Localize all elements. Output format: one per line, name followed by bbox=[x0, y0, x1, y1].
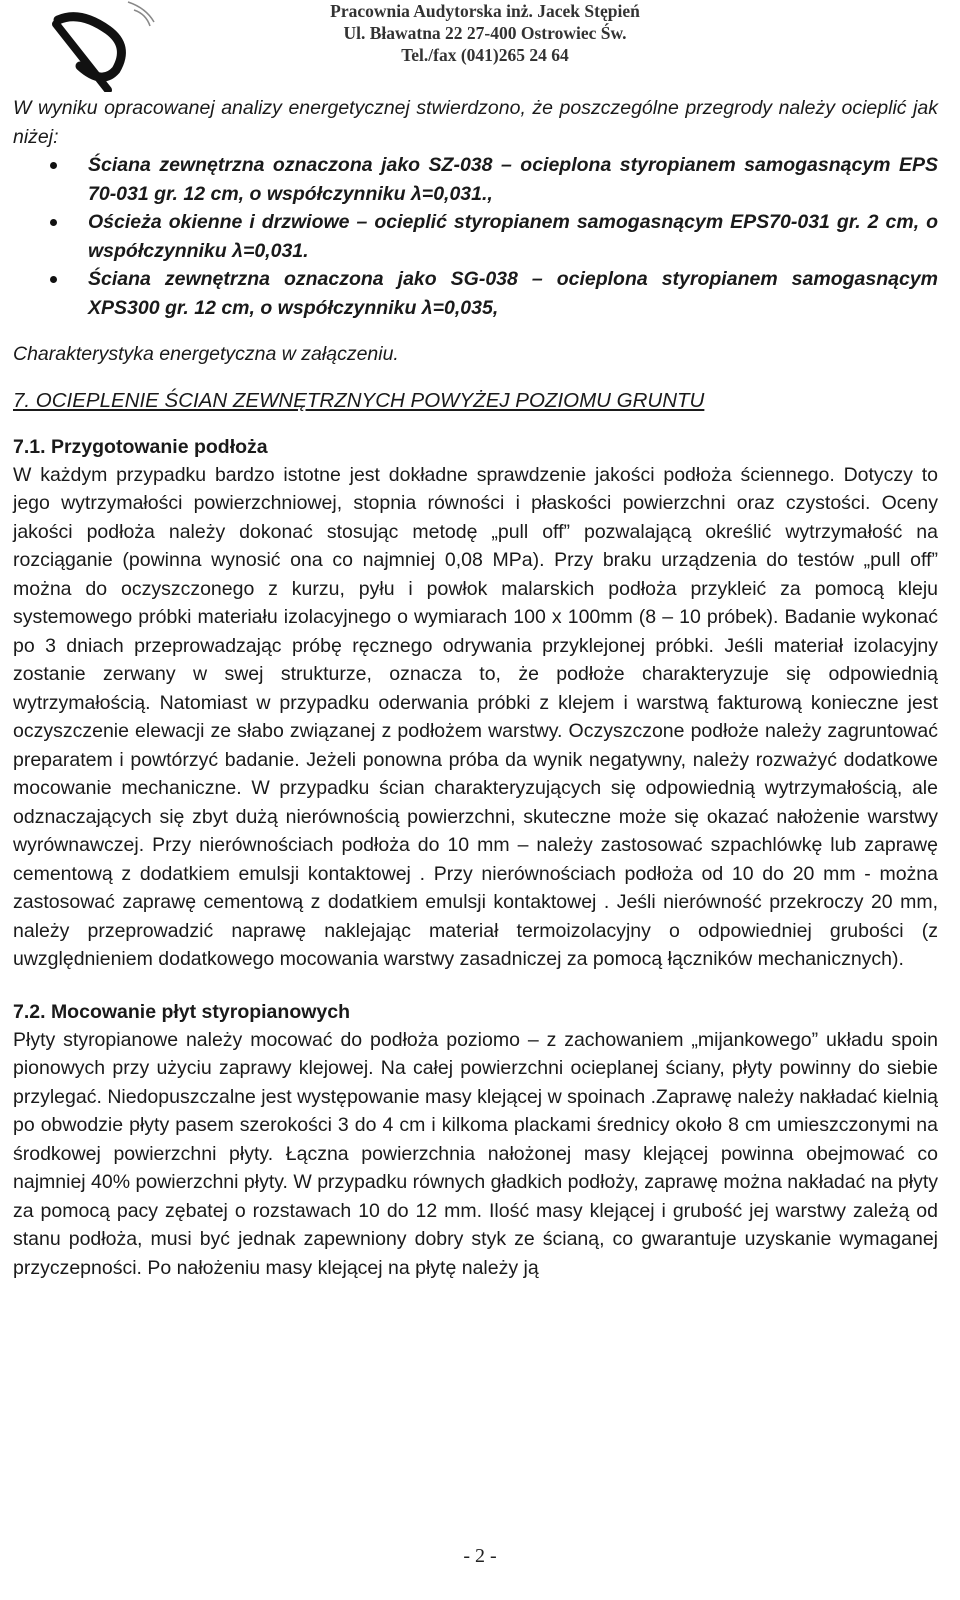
document-body bbox=[13, 94, 938, 1282]
section-body: W każdym przypadku bardzo istotne jest dokładne sprawdzenie jakości podłoża ściennego. Dotyczy to jego wytrzymałości powierzchniowej, stopnia równości i płaskości powierzchni oraz czystości. Oceny jakości podłoża należy dokonać stosując metodę „pull off” pozwalającą określić wytrzymałość na rozciąganie (powinna wynosić ona co najmniej 0,08 MPa). Przy braku urządzenia do testów „pull off” można do oczyszczonego z kurzu, pyłu i powłok malarskich podłoża przykleić za pomocą kleju systemowego próbki materiału izolacyjnego o wymiarach 100 x 100mm (8 – 10 próbek). Badanie wykonać po 3 dniach przeprowadzając próbę ręcznego odrywania przyklejonej próbki. Jeśli materiał izolacyjny zostanie zerwany w swej strukturze, oznacza to, że podłoże charakteryzuje się odpowiednią wytrzymałością. Natomiast w przypadku oderwania próbki z klejem i warstwą fakturową konieczne jest oczyszczenie elewacji ze słabo związanej z podłożem warstwy. Oczyszczone podłoże należy zagruntować preparatem i powtórzyć badanie. Jeżeli ponowna próba da wynik negatywny, należy rozważyć dodatkowe mocowanie mechaniczne. W przypadku ścian charakteryzujących się odpowiednią wytrzymałością, ale odznaczających się zbyt dużą nierównością powierzchni, skuteczne może się okazać nałożenie warstwy wyrównawczej. Przy nierównościach podłoża do 10 mm – należy zastosować szpachlówkę lub zaprawę cementową z dodatkiem emulsji kontaktowej . Przy nierównościach podłoża od 10 do 20 mm - można zastosować zaprawę cementową z dodatkiem emulsji kontaktowej . Jeśli nierówność przekroczy 20 mm, należy przeprowadzić naprawę naklejając materiał termoizolacyjny o odpowiedniej grubości (z uwzględnieniem dodatkowego mocowania warstwy zasadniczej za pomocą łączników mechanicznych). bbox=[13, 463, 938, 970]
bullet-icon bbox=[50, 276, 57, 283]
list-item: Ściana zewnętrzna oznaczona jako SZ-038 – ocieplona styropianem samogasnącym EPS 70-031 gr. 12 cm, o współczynniku λ=0,031., bbox=[13, 151, 938, 208]
bullet-icon bbox=[50, 219, 57, 226]
insulation-list bbox=[13, 151, 938, 322]
attachment-note: Charakterystyka energetyczna w załączeniu. bbox=[13, 343, 399, 365]
section-heading: 7.2. Mocowanie płyt styropianowych bbox=[13, 1000, 350, 1023]
list-item: Ściana zewnętrzna oznaczona jako SG-038 – ocieplona styropianem samogasnącym XPS300 gr. 12 cm, o współczynniku λ=0,035, bbox=[13, 265, 938, 322]
page-number: - 2 - bbox=[463, 1545, 497, 1567]
page-header bbox=[0, 0, 960, 80]
company-logo-icon bbox=[50, 0, 170, 92]
company-info bbox=[260, 0, 710, 66]
company-name: Pracownia Audytorska inż. Jacek Stępień bbox=[330, 1, 640, 21]
section-body: Płyty styropianowe należy mocować do podłoża poziomo – z zachowaniem „mijankowego” układu spoin pionowych przy użyciu zaprawy klejowej. Na całej powierzchni ocieplanej ściany, płyty powinny do siebie przylegać. Niedopuszczalne jest występowanie masy klejącej w spoinach .Zaprawę należy nakładać kielnią po obwodzie płyty pasem szerokości 3 do 4 cm i kilkoma plackami średnicy około 8 cm umieszczonymi na środkowej powierzchni płyty. Łączna powierzchnia nałożonej masy klejącej powinna obejmować co najmniej 40% powierzchni płyty. W przypadku równych gładkich podłoży, zaprawę można nakładać na płyty za pomocą pacy zębatej o rozstawach 10 do 12 mm. Ilość masy klejącej i grubość jej warstwy zależą od stanu podłoża, musi być jednak zapewniony dobry styk ze ścianą, co gwarantuje uzyskanie wymaganej przyczepności. Po nałożeniu masy klejącej na płytę należy ją bbox=[13, 1028, 938, 1279]
bullet-icon bbox=[50, 162, 57, 169]
company-address: Ul. Bławatna 22 27-400 Ostrowiec Św. bbox=[343, 23, 627, 43]
chapter-title: 7. OCIEPLENIE ŚCIAN ZEWNĘTRZNYCH POWYŻEJ POZIOMU GRUNTU bbox=[13, 388, 705, 412]
list-item: Ościeża okienne i drzwiowe – ocieplić styropianem samogasnącym EPS70-031 gr. 2 cm, o współczynniku λ=0,031. bbox=[13, 208, 938, 265]
intro-paragraph: W wyniku opracowanej analizy energetycznej stwierdzono, że poszczególne przegrody należy ocieplić jak niżej: bbox=[13, 97, 938, 148]
company-phone: Tel./fax (041)265 24 64 bbox=[401, 45, 569, 65]
section-heading: 7.1. Przygotowanie podłoża bbox=[13, 435, 268, 458]
